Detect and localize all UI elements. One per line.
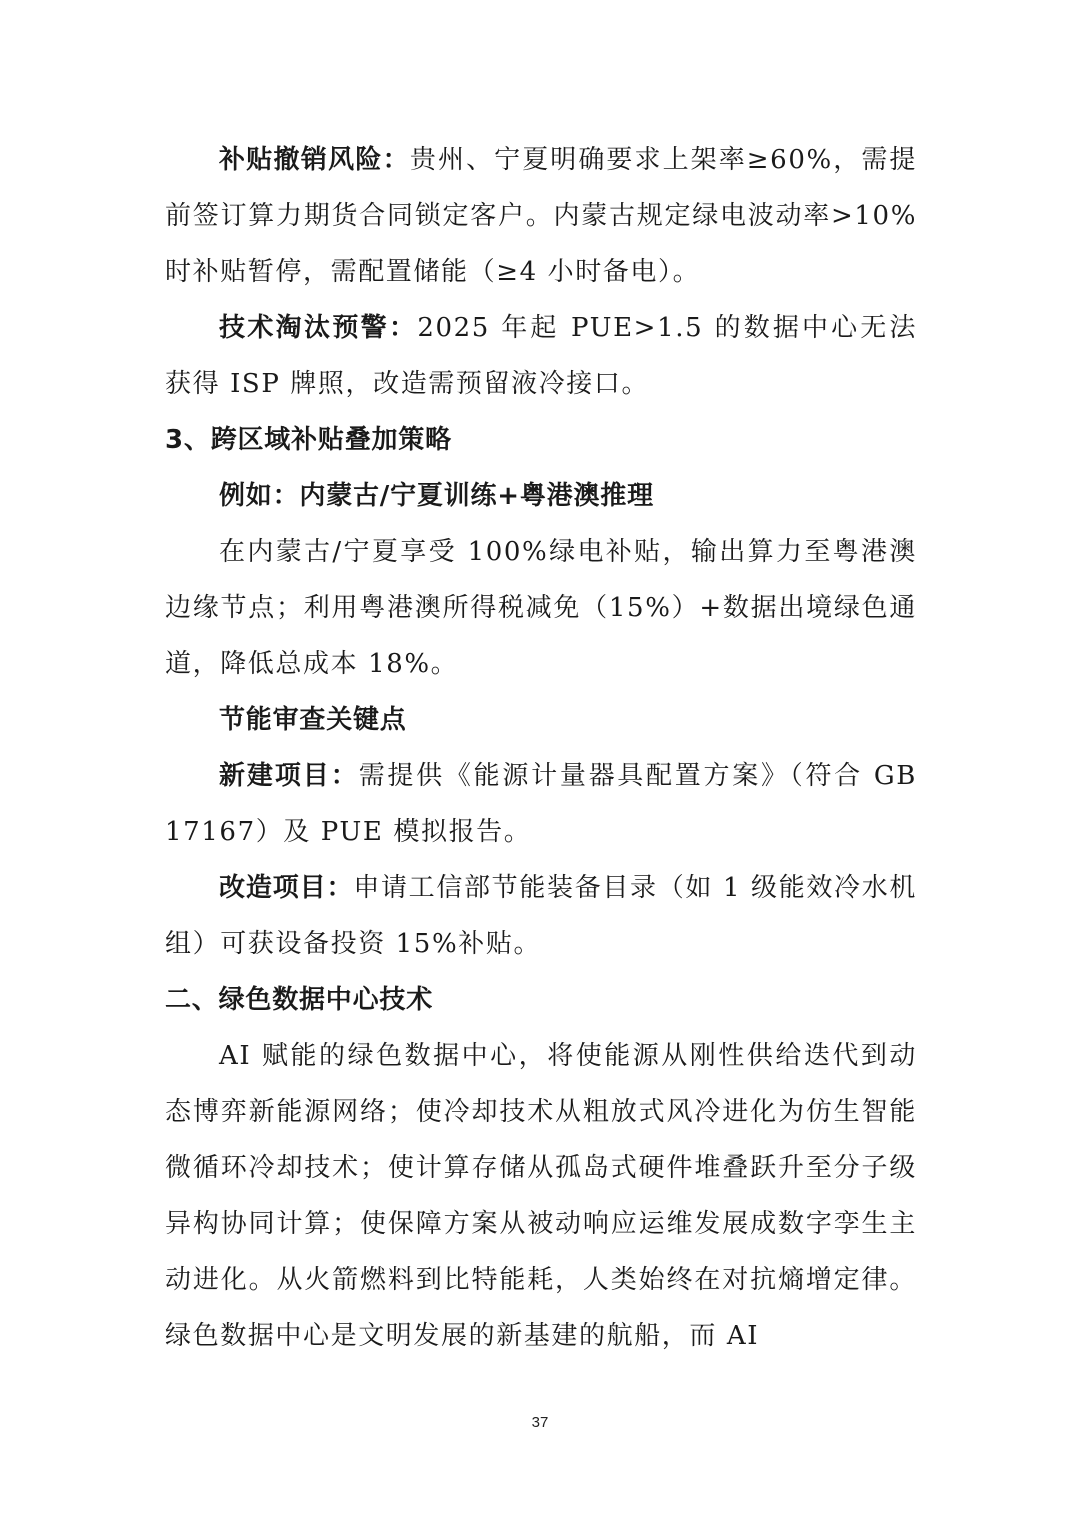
paragraph-new-projects (165, 748, 917, 860)
new-projects-label: 新建项目： (219, 761, 359, 791)
subheading-energy-review: 节能审查关键点 (219, 705, 407, 735)
section-heading-cross-region-strategy: 3、跨区域补贴叠加策略 (165, 425, 452, 455)
page-number: 37 (531, 1414, 549, 1431)
subsidy-revocation-risk-label: 补贴撤销风险： (219, 145, 410, 175)
renovation-projects-text: 申请工信部节能装备目录（如 1 级能效冷水机组）可获设备投资 15%补贴。 (165, 873, 917, 959)
paragraph-ai-green-dc: AI 赋能的绿色数据中心，将使能源从刚性供给迭代到动态博弈新能源网络；使冷却技术从粗放式风冷进化为仿生智能微循环冷却技术；使计算存储从孤岛式硬件堆叠跃升至分子级异构协同计算；使保障方案从被动响应运维发展成数字孪生主动进化。从火箭燃料到比特能耗，人类始终在对抗熵增定律。绿色数据中心是文明发展的新基建的航船，而 AI (165, 1041, 917, 1351)
renovation-projects-label: 改造项目： (219, 873, 354, 903)
paragraph-example-detail: 在内蒙古/宁夏享受 100%绿电补贴，输出算力至粤港澳边缘节点；利用粤港澳所得税减免（15%）+数据出境绿色通道，降低总成本 18%。 (165, 537, 917, 679)
new-projects-text: 需提供《能源计量器具配置方案》（符合 GB 17167）及 PUE 模拟报告。 (165, 761, 917, 847)
paragraph-renovation-projects (165, 860, 917, 972)
tech-obsolescence-warning-label: 技术淘汰预警： (219, 313, 418, 343)
paragraph-subsidy-revocation-risk (165, 132, 917, 300)
subsidy-revocation-risk-text: 贵州、宁夏明确要求上架率≥60%，需提前签订算力期货合同锁定客户。内蒙古规定绿电波动率>10%时补贴暂停，需配置储能（≥4 小时备电）。 (165, 145, 917, 287)
paragraph-tech-obsolescence-warning (165, 300, 917, 412)
tech-obsolescence-warning-text: 2025 年起 PUE>1.5 的数据中心无法获得 ISP 牌照，改造需预留液冷接口。 (165, 313, 917, 399)
section-heading-green-dc-tech: 二、绿色数据中心技术 (165, 985, 434, 1015)
page-body (165, 132, 917, 1364)
subheading-example: 例如：内蒙古/宁夏训练+粤港澳推理 (219, 481, 654, 511)
